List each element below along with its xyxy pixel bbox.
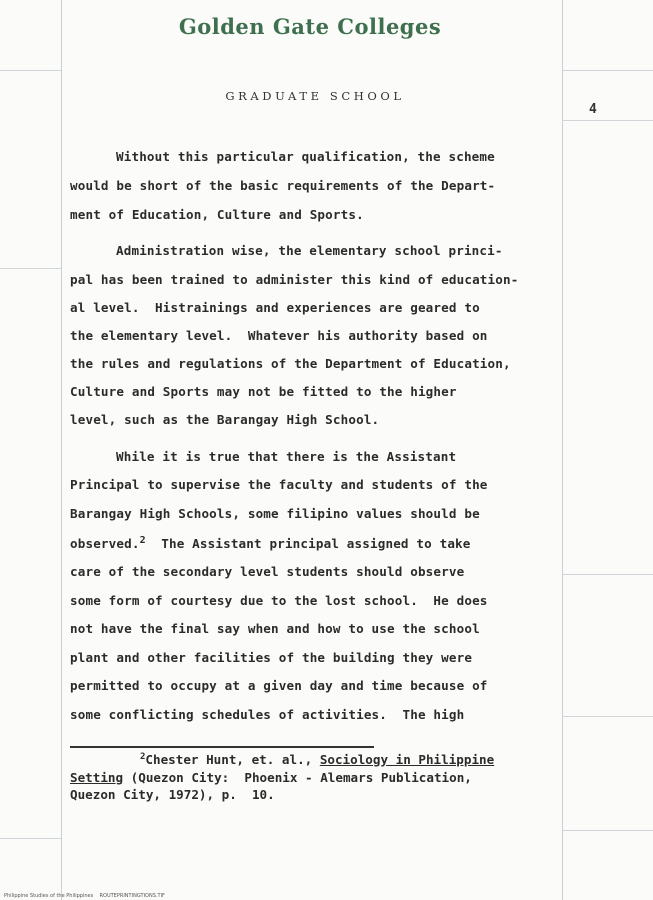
grid-line	[61, 0, 62, 900]
text-line: would be short of the basic requirements of the Depart-	[70, 178, 496, 193]
text-line: the rules and regulations of the Department of Education,	[70, 356, 511, 371]
text-line: care of the secondary level students should observe	[70, 564, 465, 579]
footnote-reference: 2	[139, 535, 146, 546]
footnote-title: Setting	[70, 770, 124, 785]
scan-footer: Philippine Studies of the Philippines ROUTEPRINTINGTIONS.TIF	[4, 893, 165, 899]
text-segment: The Assistant principal assigned to take	[161, 536, 471, 552]
text-line: Principal to supervise the faculty and students of the	[70, 477, 488, 492]
grid-line	[562, 716, 653, 717]
footnote-title: Sociology in Philippine	[319, 752, 495, 768]
grid-line	[562, 70, 653, 71]
text-line: Culture and Sports may not be fitted to the higher	[70, 384, 457, 399]
text-line: some conflicting schedules of activities. The high	[70, 707, 465, 722]
grid-line	[0, 838, 61, 839]
grid-line	[562, 830, 653, 831]
grid-line	[562, 0, 563, 900]
text-line: not have the final say when and how to use the school	[70, 621, 480, 636]
footnote-author: Chester Hunt, et. al.,	[145, 752, 320, 768]
text-line: level, such as the Barangay High School.	[70, 412, 380, 427]
letterhead: Golden Gate Colleges	[178, 14, 442, 39]
text-line: the elementary level. Whatever his authority based on	[70, 328, 488, 343]
text-line: Without this particular qualification, the scheme	[116, 149, 495, 164]
grid-line	[0, 70, 61, 71]
text-line: Barangay High Schools, some filipino values should be	[70, 506, 480, 521]
text-line: While it is true that there is the Assistant	[116, 449, 457, 464]
footnote-line: Quezon City, 1972), p. 10.	[70, 787, 275, 802]
text-line: plant and other facilities of the building they were	[70, 650, 473, 665]
footnote-line	[70, 770, 472, 785]
grid-line	[562, 574, 653, 575]
text-line: some form of courtesy due to the lost school. He does	[70, 593, 488, 608]
text-line: al level. Histrainings and experiences are geared to	[70, 300, 480, 315]
grid-line	[562, 120, 653, 121]
footnote-rule	[70, 746, 374, 748]
text-line: pal has been trained to administer this kind of education-	[70, 272, 519, 287]
grid-line	[0, 268, 61, 269]
text-line: Administration wise, the elementary school princi-	[116, 243, 503, 258]
text-segment: observed.	[70, 536, 140, 552]
footnote-number: 2	[140, 752, 146, 762]
footnote-line	[140, 752, 494, 767]
page-number: 4	[589, 102, 597, 117]
department-heading: GRADUATE SCHOOL	[225, 89, 405, 103]
text-line: permitted to occupy at a given day and time because of	[70, 678, 488, 693]
text-line	[70, 535, 471, 551]
text-line: ment of Education, Culture and Sports.	[70, 207, 364, 222]
footnote-publication: (Quezon City: Phoenix - Alemars Publication,	[123, 770, 472, 785]
